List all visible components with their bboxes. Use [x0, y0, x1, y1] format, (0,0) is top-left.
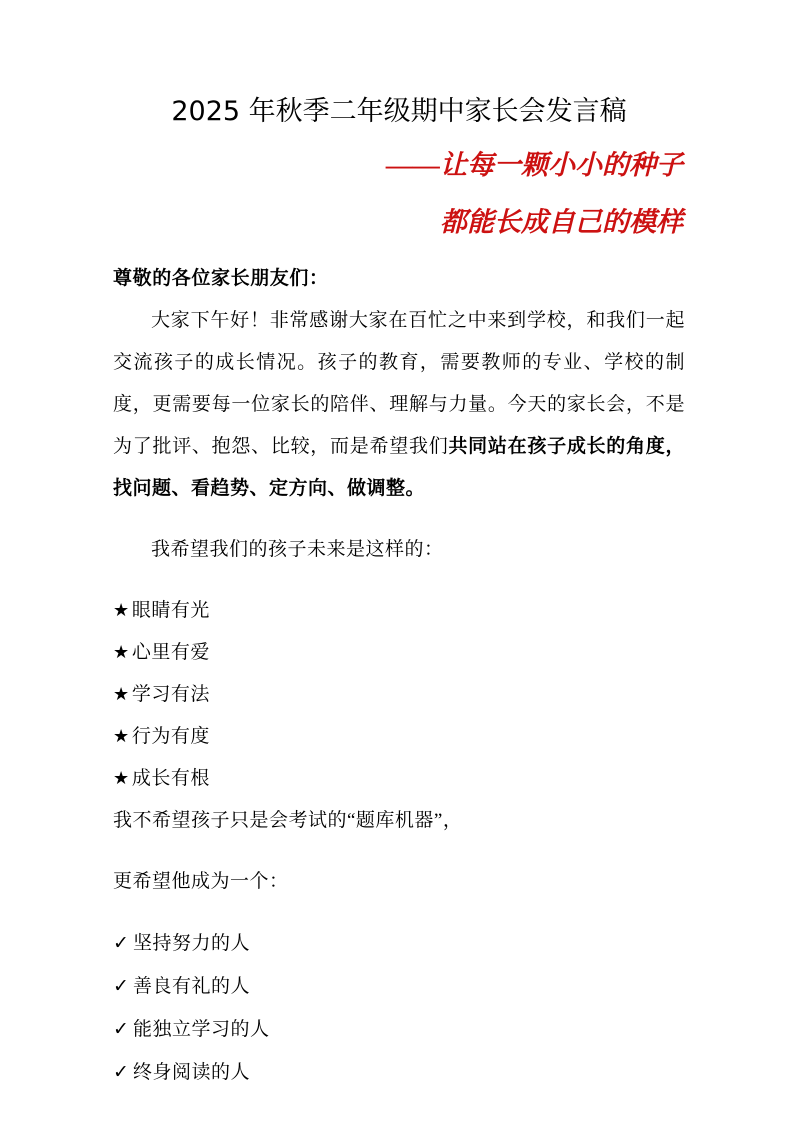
check-icon: ✓ [113, 1018, 130, 1041]
list-item-label: 眼睛有光 [131, 600, 210, 622]
document-text-column [113, 0, 685, 1094]
check-icon: ✓ [113, 975, 130, 998]
page-title: 2025 年秋季二年级期中家长会发言稿 [171, 96, 627, 127]
list-item [113, 674, 685, 716]
star-icon: ★ [113, 642, 130, 664]
star-bullet-list [113, 590, 685, 800]
list-item-label: 坚持努力的人 [132, 933, 250, 955]
statement-not-test-machine: 我不希望孩子只是会考试的“题库机器”， [113, 810, 463, 832]
list-item [113, 590, 685, 632]
check-bullet-list [113, 922, 685, 1094]
list-item-label: 学习有法 [131, 684, 210, 706]
opening-paragraph [113, 300, 685, 510]
star-icon: ★ [113, 684, 130, 706]
list-item [113, 922, 685, 965]
statement-become-a-person: 更希望他成为一个： [113, 871, 289, 893]
star-icon: ★ [113, 600, 130, 622]
lead-in-vision: 我希望我们的孩子未来是这样的： [151, 539, 444, 561]
subtitle-line-1: ——让每一颗小小的种子 [386, 150, 683, 181]
list-item-label: 能独立学习的人 [132, 1019, 270, 1041]
list-item [113, 1051, 685, 1094]
list-item [113, 632, 685, 674]
opening-paragraph-bold-text: 共同站在孩子成长的角度，找问题、看趋势、定方向、做调整。 [113, 436, 685, 500]
subtitle-line-2: 都能长成自己的模样 [440, 207, 683, 238]
list-item-label: 善良有礼的人 [132, 976, 250, 998]
list-item-label: 成长有根 [131, 768, 210, 790]
list-item [113, 758, 685, 800]
star-icon: ★ [113, 726, 130, 748]
list-item-label: 终身阅读的人 [132, 1062, 250, 1084]
salutation: 尊敬的各位家长朋友们： [113, 268, 329, 290]
opening-paragraph-normal-text: 大家下午好！非常感谢大家在百忙之中来到学校，和我们一起交流孩子的成长情况。孩子的教育，需要教师的专业、学校的制度，更需要每一位家长的陪伴、理解与力量。今天的家长会，不是为了批评、抱怨、比较，而是希望我们 [113, 310, 685, 458]
check-icon: ✓ [113, 932, 130, 955]
list-item-label: 心里有爱 [131, 642, 210, 664]
list-item [113, 1008, 685, 1051]
star-icon: ★ [113, 768, 130, 790]
check-icon: ✓ [113, 1061, 130, 1084]
list-item [113, 965, 685, 1008]
list-item [113, 716, 685, 758]
list-item-label: 行为有度 [131, 726, 210, 748]
